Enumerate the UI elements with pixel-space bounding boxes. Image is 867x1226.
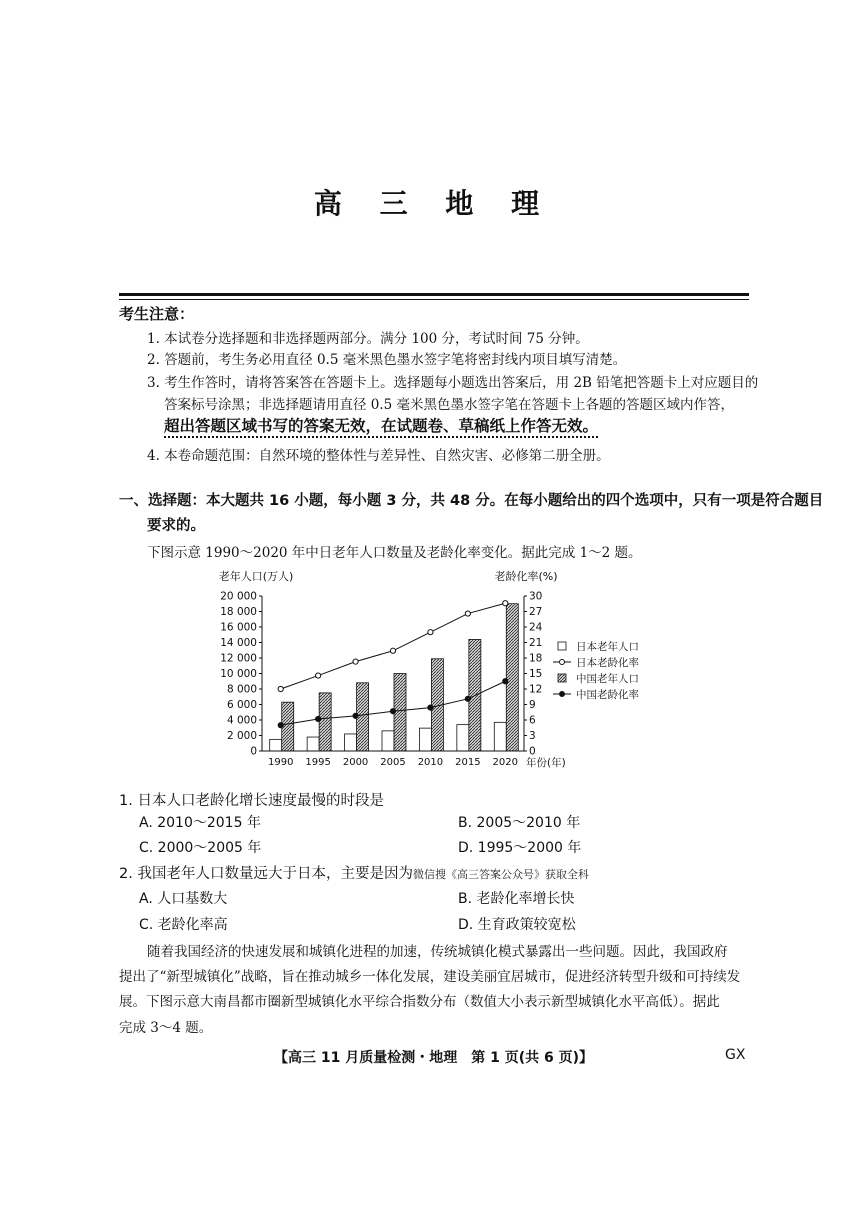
legend-marker [560, 660, 565, 665]
japan-elderly-bar [419, 728, 431, 751]
q2-option-a: A. 人口基数大 [139, 891, 228, 907]
left-tick-label: 8 000 [226, 683, 257, 696]
legend-label: 中国老年人口 [576, 673, 639, 685]
left-tick-label: 0 [250, 745, 257, 758]
x-tick-label: 2015 [455, 757, 481, 768]
japan-aging-point [465, 611, 470, 616]
china-aging-point [278, 723, 283, 728]
left-tick-label: 12 000 [220, 652, 257, 665]
section-heading-cont: 要求的。 [147, 518, 205, 534]
q2-stem: 2. 我国老年人口数量远大于日本，主要是因为 [119, 866, 413, 882]
q1-option-b: B. 2005～2010 年 [458, 815, 581, 831]
china-aging-point [353, 713, 358, 718]
q1-option-a: A. 2010～2015 年 [139, 815, 261, 831]
page-footer: 【高三 11 月质量检测・地理 第 1 页(共 6 页)】 [273, 1050, 593, 1066]
right-tick-label: 27 [529, 606, 543, 618]
legend-swatch [558, 674, 566, 682]
right-tick-label: 6 [529, 714, 536, 727]
right-tick-label: 18 [529, 652, 543, 665]
right-tick-label: 21 [529, 637, 543, 649]
passage-line-3: 展。下图示意大南昌都市圈新型城镇化水平综合指数分布（数值大小表示新型城镇化水平高低）。据此 [119, 994, 720, 1010]
japan-aging-point [353, 659, 358, 664]
right-tick-label: 9 [529, 699, 536, 711]
notice-item-1: 1. 本试卷分选择题和非选择题两部分。满分 100 分，考试时间 75 分钟。 [147, 331, 589, 347]
aging-chart [196, 566, 666, 776]
china-elderly-bar [282, 702, 294, 751]
x-tick-label: 2010 [417, 757, 444, 768]
japan-aging-point [503, 601, 508, 606]
legend-marker [560, 692, 565, 697]
china-elderly-bar [319, 693, 331, 751]
china-aging-point [465, 696, 470, 701]
legend-label: 中国老龄化率 [576, 689, 639, 701]
right-tick-label: 0 [529, 745, 536, 758]
right-tick-label: 15 [529, 668, 543, 680]
passage-line-2: 提出了“新型城镇化”战略，旨在推动城乡一体化发展，建设美丽宜居城市，促进经济转型升级和可持续发 [119, 969, 741, 985]
japan-aging-point [316, 673, 321, 678]
x-tick-label: 1995 [305, 757, 331, 768]
q2-option-d: D. 生育政策较宽松 [458, 917, 576, 933]
notice-emphasis: 超出答题区域书写的答案无效，在试题卷、草稿纸上作答无效。 [164, 417, 598, 438]
passage-line-1: 随着我国经济的快速发展和城镇化进程的加速，传统城镇化模式暴露出一些问题。因此，我国政府 [147, 944, 728, 960]
q1-stem: 1. 日本人口老龄化增长速度最慢的时段是 [119, 793, 384, 809]
legend-label: 日本老年人口 [576, 641, 639, 653]
japan-aging-point [278, 686, 283, 691]
china-aging-point [390, 709, 395, 714]
right-tick-label: 30 [529, 590, 543, 603]
page-title: 高 三 地 理 [313, 187, 554, 220]
x-axis-title: 年份(年) [526, 757, 566, 769]
notice-heading: 考生注意： [119, 305, 195, 323]
japan-elderly-bar [382, 731, 394, 751]
notice-item-3: 3. 考生作答时，请将答案答在答题卡上。选择题每小题选出答案后，用 2B 铅笔把答题卡上对应题目的 [147, 375, 759, 391]
header-rule-thick [119, 293, 749, 296]
left-tick-label: 6 000 [226, 699, 257, 711]
japan-aging-point [390, 648, 395, 653]
left-tick-label: 2 000 [226, 730, 257, 742]
left-tick-label: 20 000 [220, 590, 257, 603]
japan-aging-point [428, 630, 433, 635]
x-tick-label: 1990 [267, 757, 294, 768]
left-tick-label: 14 000 [220, 637, 257, 649]
notice-item-3-cont: 答案标号涂黑；非选择题请用直径 0.5 毫米黑色墨水签字笔在答题卡上各题的答题区域内作答， [164, 397, 735, 413]
legend-swatch [558, 642, 566, 650]
notice-item-2: 2. 答题前，考生务必用直径 0.5 毫米黑色墨水签字笔将密封线内项目填写清楚。 [147, 352, 627, 368]
china-elderly-bar [506, 604, 518, 751]
header-rule-thin [119, 299, 749, 300]
left-tick-label: 10 000 [220, 668, 257, 680]
q2-watermark-note: 微信搜《高三答案公众号》获取全科 [412, 868, 589, 881]
japan-elderly-bar [345, 734, 357, 751]
right-tick-label: 3 [529, 730, 536, 742]
japan-elderly-bar [307, 737, 319, 751]
right-axis-title: 老龄化率(%) [494, 570, 558, 583]
left-tick-label: 18 000 [220, 606, 257, 618]
x-tick-label: 2000 [342, 757, 369, 768]
q1-option-c: C. 2000～2005 年 [139, 840, 262, 856]
japan-elderly-bar [270, 739, 282, 751]
q1-option-d: D. 1995～2000 年 [458, 840, 582, 856]
q2-option-b: B. 老龄化率增长快 [458, 891, 575, 907]
chart-intro: 下图示意 1990～2020 年中日老年人口数量及老龄化率变化。据此完成 1～2 题。 [147, 545, 642, 561]
japan-elderly-bar [457, 725, 469, 751]
section-heading: 一、选择题：本大题共 16 小题，每小题 3 分，共 48 分。在每小题给出的四个选项中，只有一项是符合题目 [119, 493, 824, 509]
footer-code: GX [725, 1047, 746, 1063]
china-aging-point [316, 716, 321, 721]
legend-label: 日本老龄化率 [576, 657, 639, 669]
x-tick-label: 2020 [492, 757, 519, 768]
left-axis-title: 老年人口(万人) [218, 570, 294, 583]
right-tick-label: 12 [529, 683, 543, 696]
china-aging-point [428, 705, 433, 710]
passage-line-4: 完成 3～4 题。 [119, 1020, 213, 1036]
japan-elderly-bar [494, 722, 506, 751]
left-tick-label: 16 000 [220, 621, 257, 634]
left-tick-label: 4 000 [226, 714, 257, 727]
x-tick-label: 2005 [380, 757, 406, 768]
right-tick-label: 24 [529, 621, 543, 634]
q2-option-c: C. 老龄化率高 [139, 917, 228, 933]
notice-item-4: 4. 本卷命题范围：自然环境的整体性与差异性、自然灾害、必修第二册全册。 [147, 448, 610, 464]
china-aging-point [503, 679, 508, 684]
